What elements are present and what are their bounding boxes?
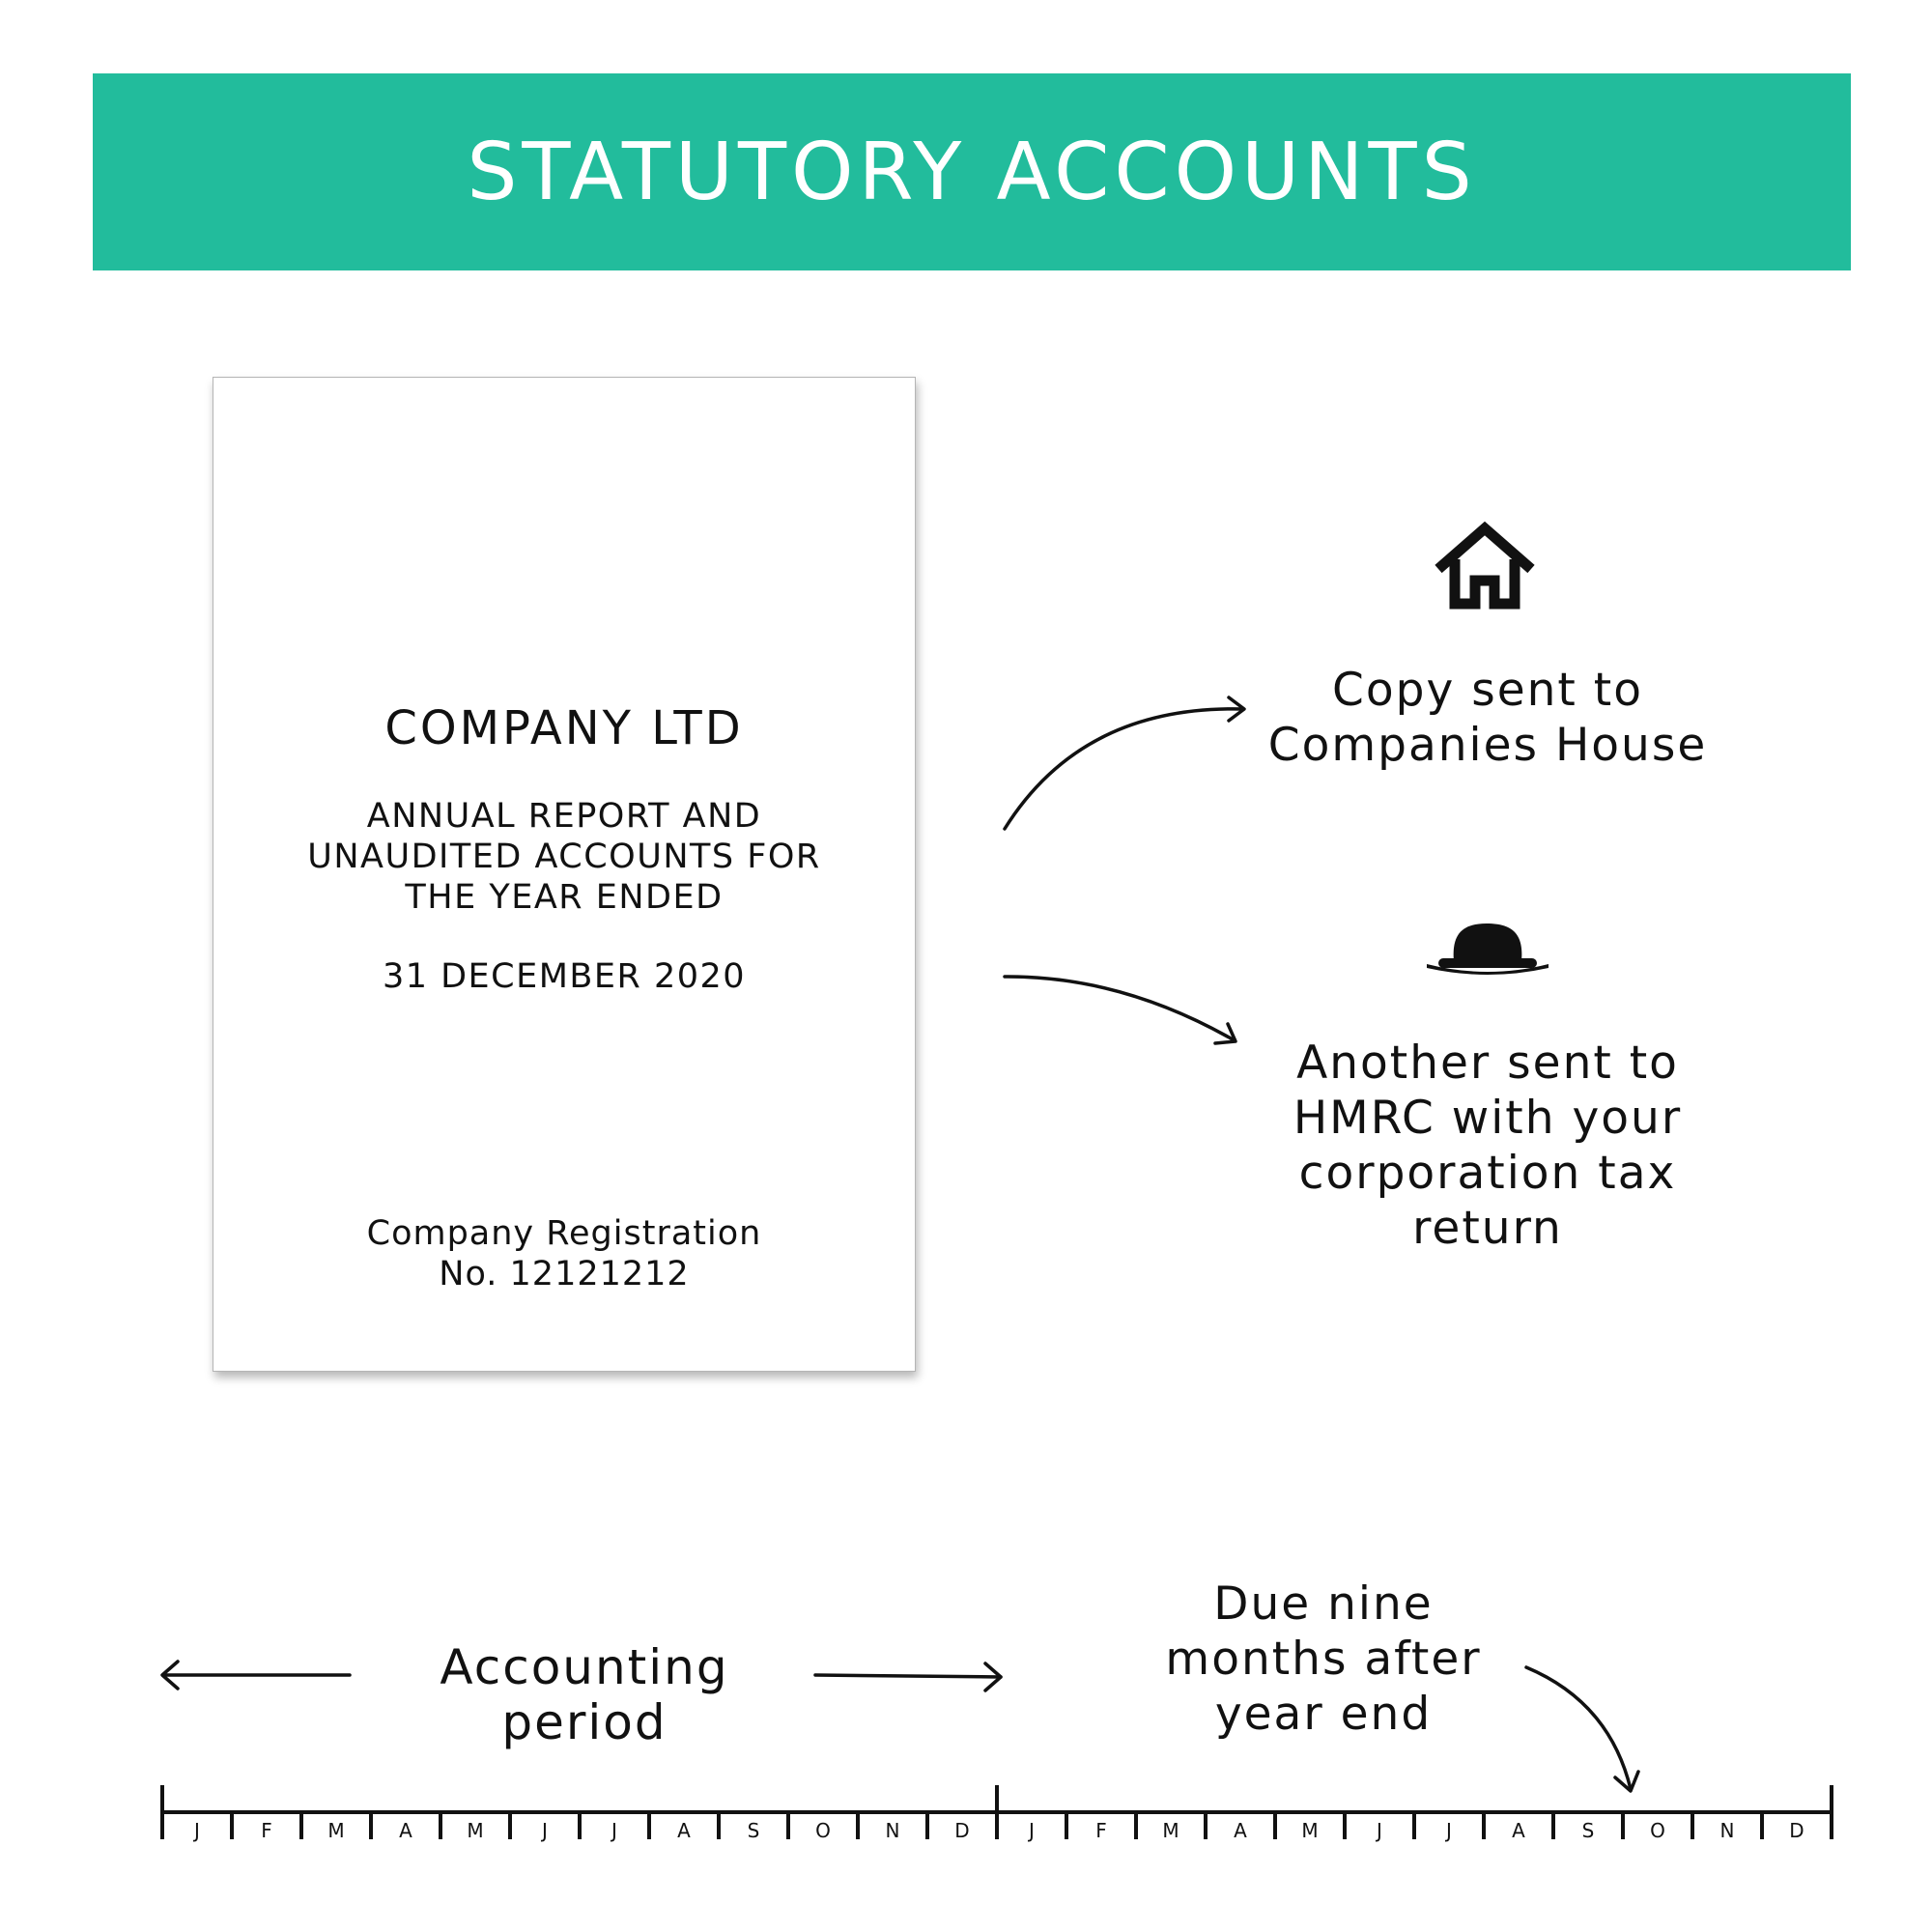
document-company-name: COMPANY LTD: [384, 701, 744, 755]
timeline-month-label: S: [747, 1819, 760, 1842]
timeline-month-label: D: [954, 1819, 970, 1842]
timeline-month-label: M: [467, 1819, 484, 1842]
timeline-month-label: F: [261, 1819, 272, 1842]
timeline-month-label: J: [1446, 1819, 1452, 1842]
timeline-month-label: M: [327, 1819, 345, 1842]
document-report-title: ANNUAL REPORT AND UNAUDITED ACCOUNTS FOR THE YEAR ENDED: [307, 797, 821, 917]
timeline-month-label: J: [194, 1819, 200, 1842]
timeline-month-label: O: [815, 1819, 831, 1842]
timeline-month-label: J: [1029, 1819, 1035, 1842]
timeline-month-label: D: [1789, 1819, 1804, 1842]
timeline-month-label: N: [1719, 1819, 1735, 1842]
page-title: STATUTORY ACCOUNTS: [467, 126, 1477, 218]
due-date-arrow: [1526, 1667, 1631, 1789]
companies-house-caption: Copy sent to Companies House: [1267, 664, 1708, 772]
timeline-month-label: J: [611, 1819, 617, 1842]
timeline-month-label: S: [1581, 1819, 1595, 1842]
timeline-month-label: J: [1377, 1819, 1382, 1842]
accounting-period-label: Accounting period: [440, 1639, 729, 1750]
document-registration: Company Registration No. 12121212: [366, 1214, 762, 1293]
timeline-month-label: A: [1512, 1819, 1525, 1842]
timeline-month-label: N: [885, 1819, 900, 1842]
period-arrow-right: [815, 1675, 1001, 1677]
timeline-month-label: A: [1234, 1819, 1247, 1842]
arrow-to-hmrc: [1005, 977, 1233, 1039]
timeline-month-label: A: [677, 1819, 691, 1842]
timeline-month-label: O: [1650, 1819, 1665, 1842]
document-date: 31 DECEMBER 2020: [382, 957, 747, 996]
due-date-caption: Due nine months after year end: [1165, 1577, 1482, 1741]
timeline-month-label: F: [1095, 1819, 1107, 1842]
hmrc-caption: Another sent to HMRC with your corporation tax return: [1293, 1037, 1683, 1255]
timeline-month-label: M: [1162, 1819, 1179, 1842]
timeline-month-label: M: [1301, 1819, 1319, 1842]
timeline-month-label: A: [399, 1819, 412, 1842]
timeline-month-label: J: [542, 1819, 548, 1842]
arrow-to-companies-house: [1005, 709, 1242, 829]
